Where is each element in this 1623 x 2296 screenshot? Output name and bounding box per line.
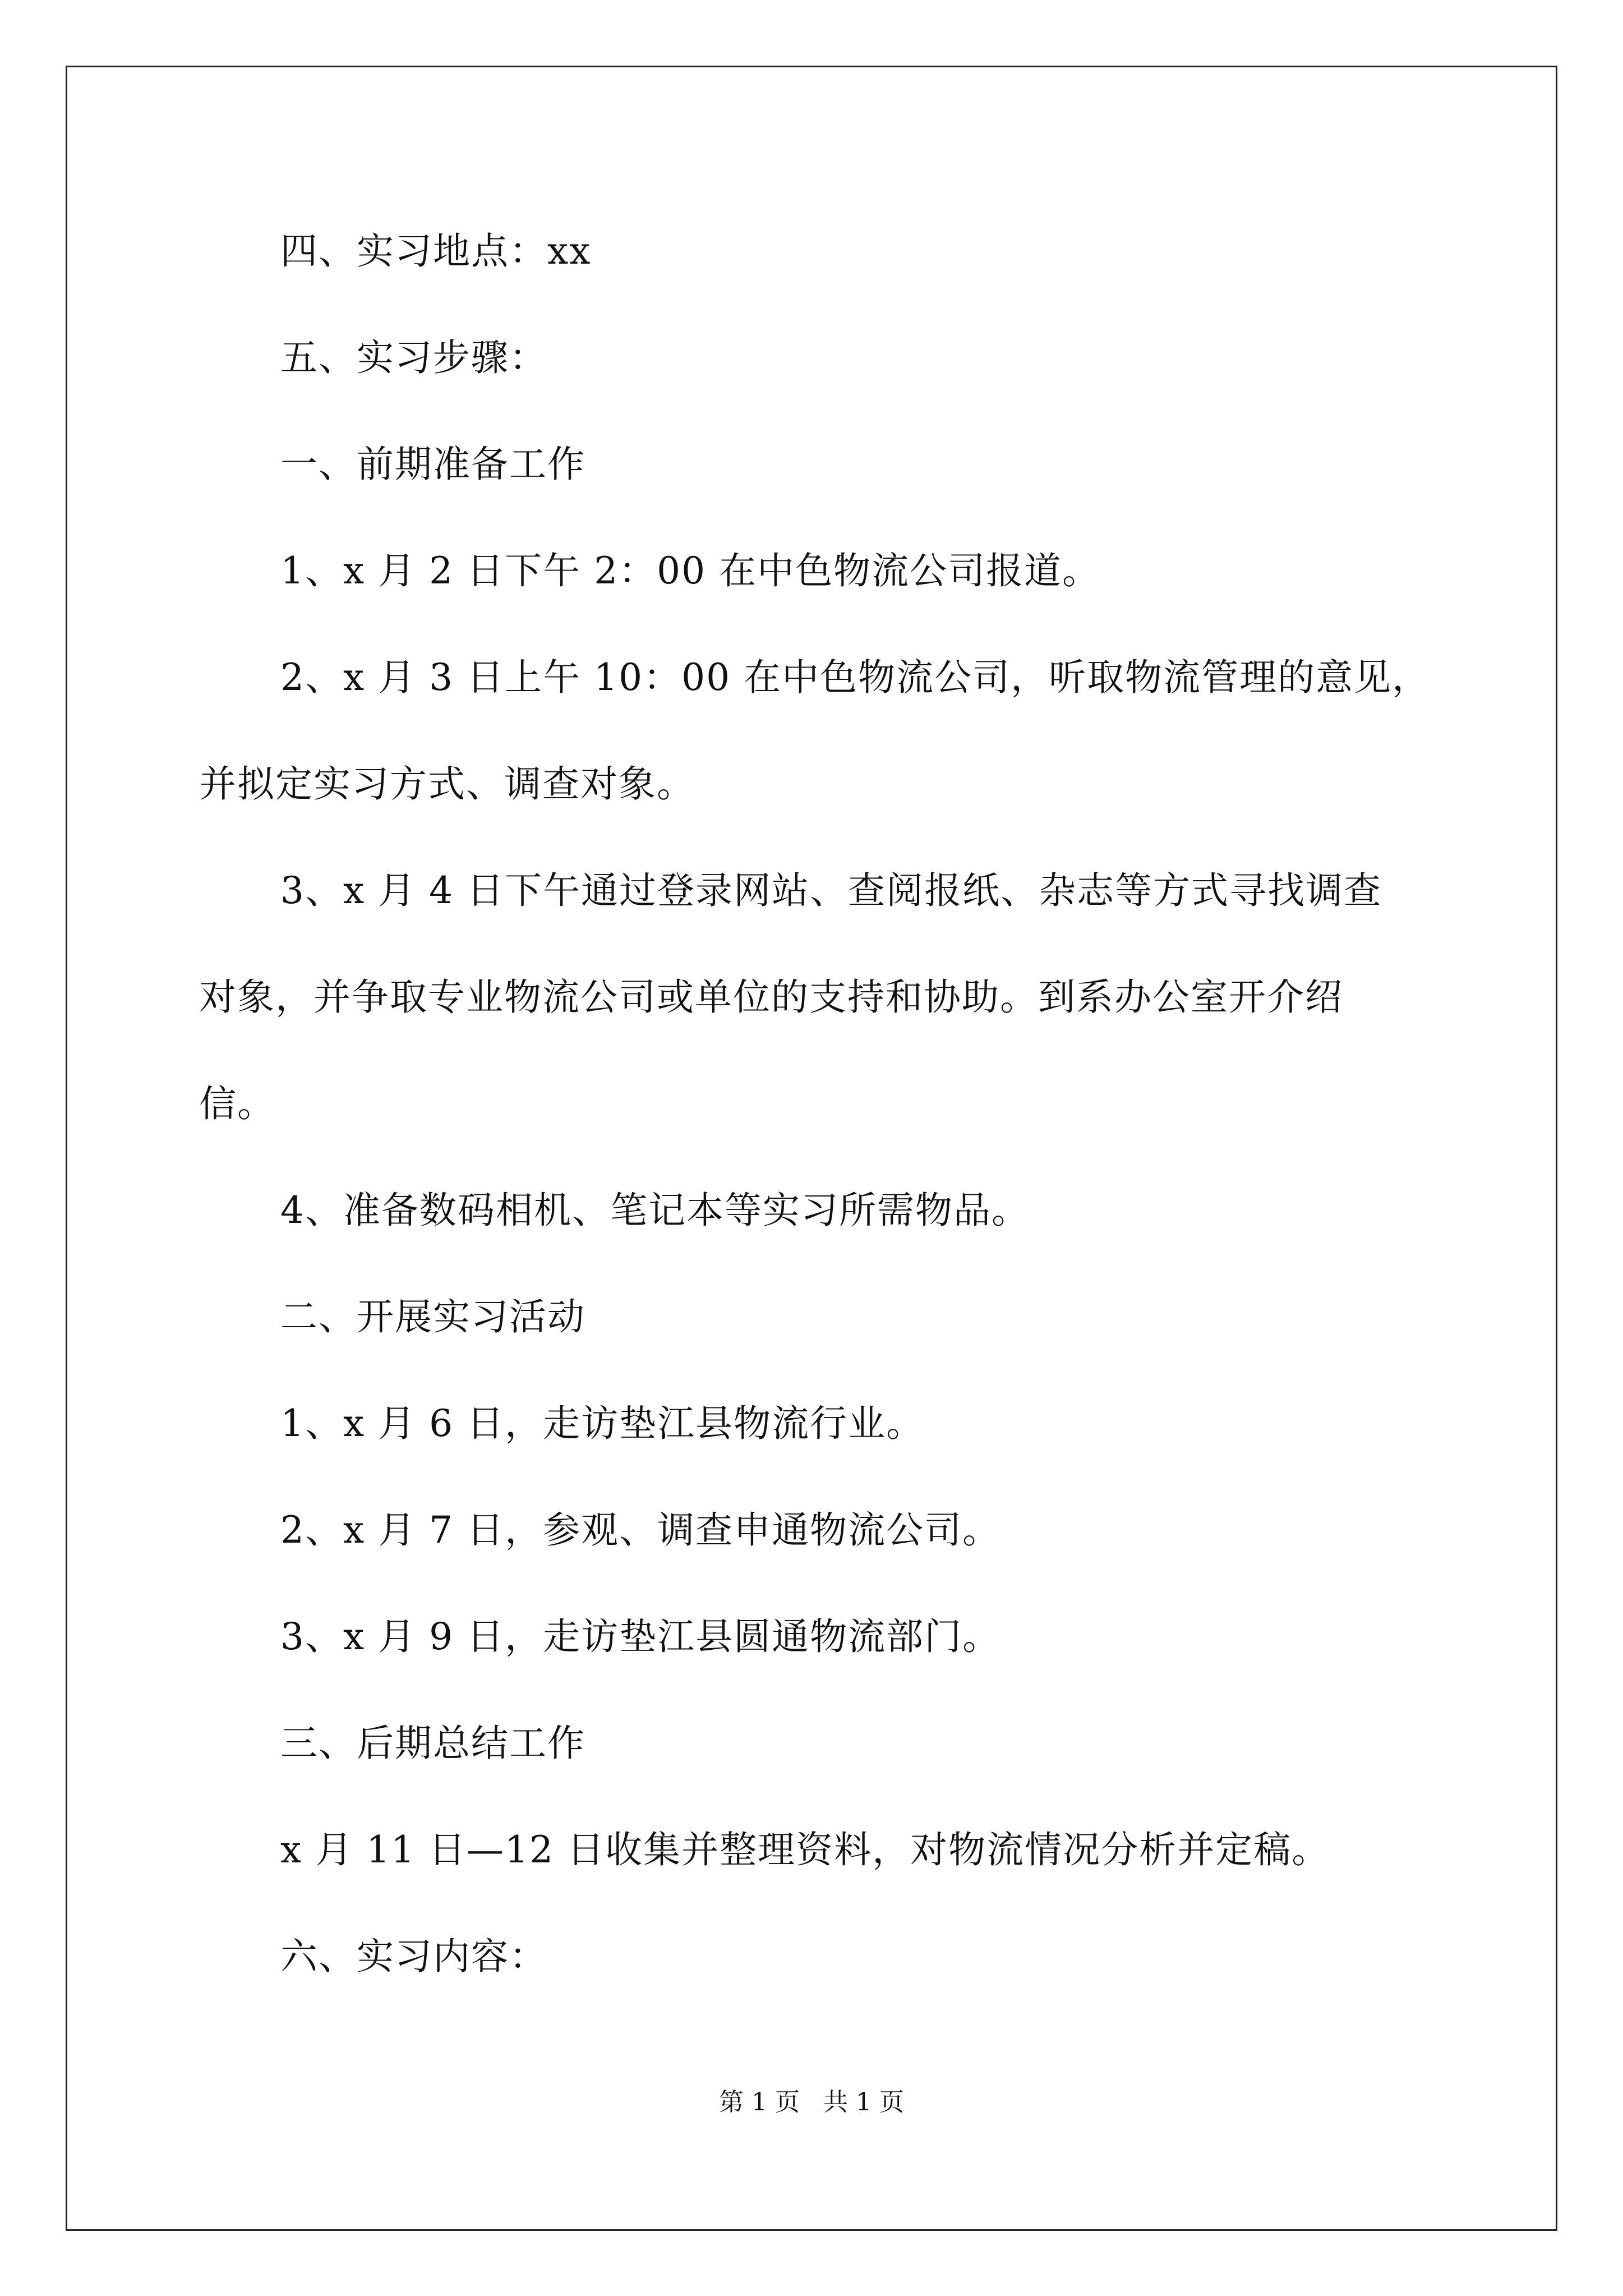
paragraph-activity-item-3: 3、x 月 9 日，走访垫江县圆通物流部门。 <box>280 1615 1001 1658</box>
paragraph-activity-item-1: 1、x 月 6 日，走访垫江县物流行业。 <box>280 1402 925 1445</box>
paragraph-preparation-heading: 一、前期准备工作 <box>280 443 585 486</box>
paragraph-prep-item-3-line-2: 对象，并争取专业物流公司或单位的支持和协助。到系办公室开介绍 <box>199 976 1343 1019</box>
paragraph-activity-item-2: 2、x 月 7 日，参观、调查申通物流公司。 <box>280 1508 1001 1552</box>
paragraph-prep-item-3-line-3: 信。 <box>199 1082 275 1125</box>
paragraph-prep-item-3-line-1: 3、x 月 4 日下午通过登录网站、查阅报纸、杂志等方式寻找调查 <box>280 869 1382 912</box>
paragraph-summary-item: x 月 11 日—12 日收集并整理资料，对物流情况分析并定稿。 <box>280 1828 1330 1871</box>
paragraph-prep-item-2-line-1: 2、x 月 3 日上午 10：00 在中色物流公司，听取物流管理的意见， <box>280 656 1431 699</box>
paragraph-activities-heading: 二、开展实习活动 <box>280 1295 585 1338</box>
paragraph-summary-heading: 三、后期总结工作 <box>280 1722 585 1765</box>
paragraph-internship-location: 四、实习地点：xx <box>280 229 592 273</box>
paragraph-prep-item-4: 4、准备数码相机、笔记本等实习所需物品。 <box>280 1189 1030 1232</box>
paragraph-prep-item-2-line-2: 并拟定实习方式、调查对象。 <box>199 762 695 806</box>
paragraph-prep-item-1: 1、x 月 2 日下午 2：00 在中色物流公司报道。 <box>280 549 1101 592</box>
paragraph-steps-heading: 五、实习步骤： <box>280 336 547 379</box>
paragraph-content-heading: 六、实习内容： <box>280 1935 547 1978</box>
page-border <box>66 66 1557 2231</box>
page-footer: 第 1 页 共 1 页 <box>719 2088 904 2116</box>
